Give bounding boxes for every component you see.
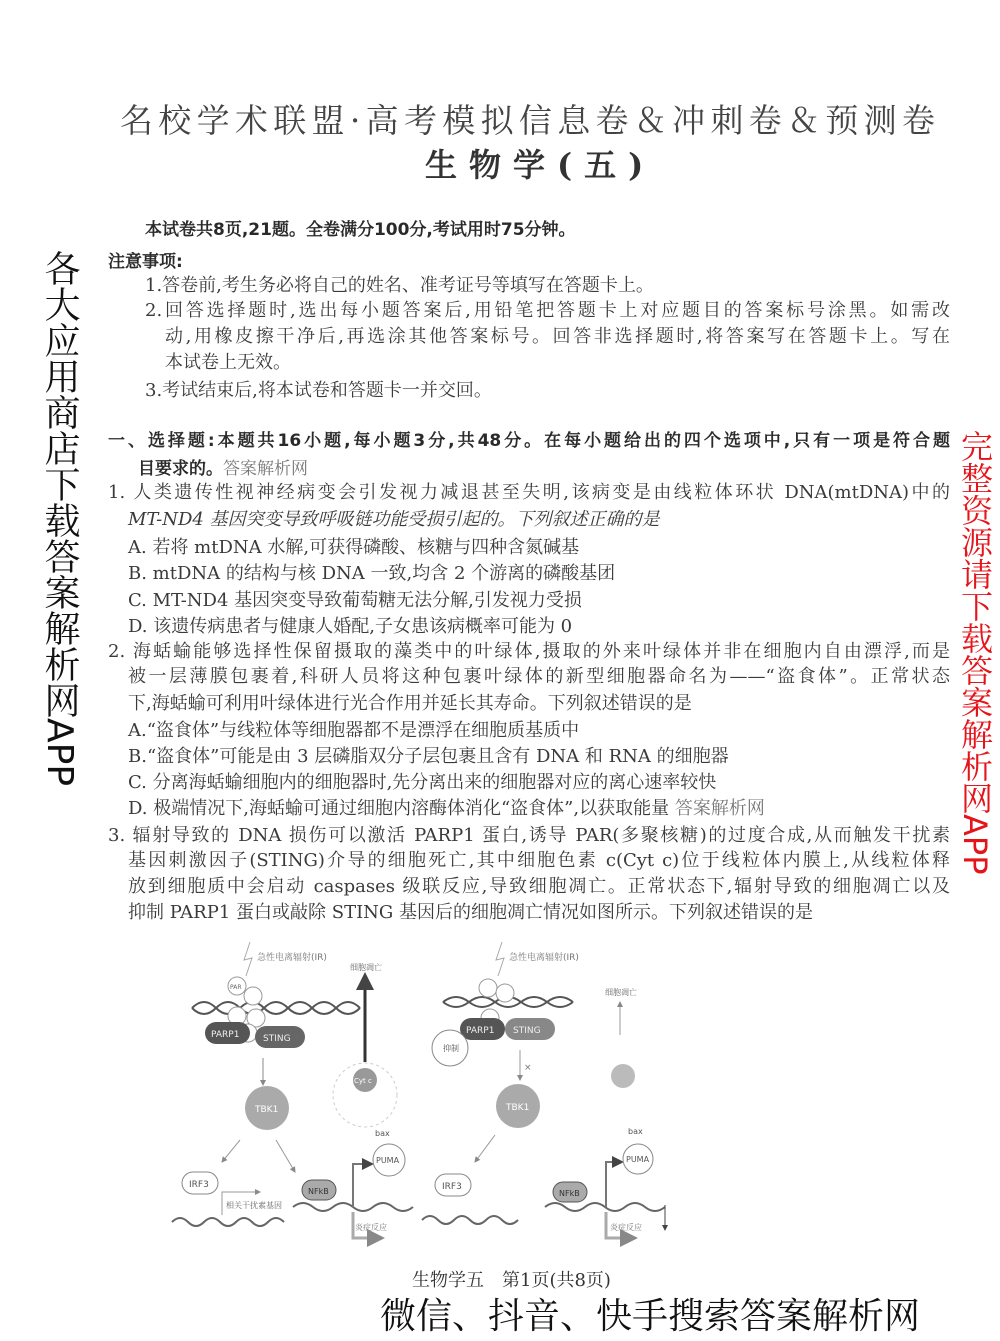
page-title: 名校学术联盟·高考模拟信息卷＆冲刺卷＆预测卷 — [120, 101, 935, 140]
lightning-icon — [244, 942, 252, 976]
section-heading-cont — [138, 457, 308, 481]
inflammation-label: 炎症反应 — [610, 1223, 642, 1232]
cytc-protein — [611, 1064, 635, 1088]
sting-label: STING — [263, 1034, 291, 1044]
note-item: 2.回答选择题时,选出每小题答案后,用铅笔把答题卡上对应题目的答案标号涂黑。如需改 — [145, 300, 950, 321]
inflammation-label: 炎症反应 — [355, 1223, 387, 1232]
question-2-option-a: A.“盗食体”与线粒体等细胞器都不是漂浮在细胞质基质中 — [128, 720, 580, 741]
question-2-option-b: B.“盗食体”可能是由 3 层磷脂双分子层包裹且含有 DNA 和 RNA 的细胞器 — [128, 746, 729, 767]
dna-helix — [172, 1218, 284, 1226]
bax-label: bax — [628, 1127, 643, 1136]
page-footer: 生物学五 第1页(共8页) — [412, 1270, 611, 1291]
question-2-stem: 2. 海蛞蝓能够选择性保留摄取的藻类中的叶绿体,摄取的外来叶绿体并非在细胞内自由漂浮,而是 — [108, 641, 950, 662]
gray-mark: 答案解析网 — [223, 459, 308, 479]
puma-label: PUMA — [626, 1155, 650, 1164]
question-3-stem: 抑制 PARP1 蛋白或敲除 STING 基因后的细胞凋亡情况如图所示。下列叙述错误的是 — [128, 902, 814, 923]
normal-panel — [172, 942, 413, 1238]
inhibited-panel — [422, 942, 665, 1238]
question-1-stem: 1. 人类遗传性视神经病变会引发视力减退甚至失明,该病变是由线粒体环状 DNA(mtDNA)中的 — [108, 482, 950, 503]
question-2-stem: 下,海蛞蝓可利用叶绿体进行光合作用并延长其寿命。下列叙述错误的是 — [128, 693, 692, 714]
apoptosis-label: 细胞凋亡 — [350, 963, 382, 972]
section-line2: 目要求的。 — [138, 459, 223, 479]
inhibit-label: 抑制 — [443, 1044, 459, 1053]
nfkb-label: NFkB — [308, 1187, 329, 1196]
question-2-option-d — [128, 797, 765, 821]
note-item: 1.答卷前,考生务必将自己的姓名、准考证号等填写在答题卡上。 — [145, 275, 654, 296]
question-1-stem: MT-ND4 基因突变导致呼吸链功能受损引起的。下列叙述正确的是 — [128, 509, 660, 530]
arrow — [222, 1140, 240, 1162]
option-text: D. 极端情况下,海蛞蝓可通过细胞内溶酶体消化“盗食体”,以获取能量 — [128, 798, 670, 819]
question-2-stem: 被一层薄膜包裹着,科研人员将这种包裹叶绿体的新型细胞器命名为——“盗食体”。正常状态 — [128, 666, 950, 687]
question-1-option-b: B. mtDNA 的结构与核 DNA 一致,均含 2 个游离的磷酸基团 — [128, 563, 616, 584]
watermark-app-store: 各大应用商店下载答案解析网APP — [39, 250, 80, 787]
apoptosis-pathway-diagram — [160, 930, 920, 1250]
question-3-stem: 放到细胞质中会启动 caspases 级联反应,导致细胞凋亡。正常状态下,辐射导致的细胞凋亡以及 — [128, 876, 950, 897]
x-mark: × — [524, 1063, 532, 1073]
puma-label: PUMA — [376, 1156, 400, 1165]
gray-mark: 答案解析网 — [674, 798, 765, 819]
cytc-label: Cyt c — [354, 1077, 372, 1085]
watermark-search: 微信、抖音、快手搜索答案解析网 — [380, 1296, 921, 1337]
tbk1-label: TBK1 — [255, 1105, 279, 1115]
apoptosis-label: 细胞凋亡 — [605, 988, 637, 997]
question-1-option-a: A. 若将 mtDNA 水解,可获得磷酸、核糖与四种含氮碱基 — [128, 537, 580, 558]
question-1-option-d: D. 该遗传病患者与健康人婚配,子女患该病概率可能为 0 — [128, 616, 573, 637]
ir-label: 急性电离辐射(IR) — [509, 953, 579, 963]
puma-arrow — [606, 1162, 622, 1207]
interferon-gene-label: 相关干扰素基因 — [226, 1201, 282, 1210]
arrow — [276, 1140, 295, 1172]
puma-arrow — [353, 1164, 372, 1207]
question-2-option-c: C. 分离海蛞蝓细胞内的细胞器时,先分离出来的细胞器对应的离心速率较快 — [128, 772, 717, 793]
notes-heading: 注意事项: — [108, 252, 183, 272]
parp1-label: PARP1 — [211, 1030, 240, 1040]
lightning-icon — [496, 942, 504, 976]
section-heading: 一、选择题:本题共16小题,每小题3分,共48分。在每小题给出的四个选项中,只有一项是符合题 — [108, 431, 950, 451]
watermark-red: 完整资源请下载答案解析网APP — [956, 430, 994, 875]
par-label: PAR — [230, 984, 242, 991]
page-subtitle: 生物学(五) — [425, 146, 656, 184]
sting-label: STING — [513, 1026, 541, 1036]
dna-helix — [422, 1216, 518, 1224]
note-item: 本试卷上无效。 — [165, 352, 291, 373]
exam-intro: 本试卷共8页,21题。全卷满分100分,考试用时75分钟。 — [145, 220, 576, 240]
note-item: 3.考试结束后,将本试卷和答题卡一并交回。 — [145, 380, 492, 401]
dna-helix — [192, 1002, 360, 1014]
question-3-stem: 3. 辐射导致的 DNA 损伤可以激活 PARP1 蛋白,诱导 PAR(多聚核糖)的过度合成,从而触发干扰素 — [108, 825, 950, 846]
question-3-stem: 基因刺激因子(STING)介导的细胞死亡,其中细胞色素 c(Cyt c)位于线粒体内膜上,从线粒体释 — [128, 850, 950, 871]
parp1-label: PARP1 — [466, 1026, 495, 1036]
nfkb-label: NFkB — [559, 1189, 580, 1198]
question-1-option-c: C. MT-ND4 基因突变导致葡萄糖无法分解,引发视力受损 — [128, 590, 582, 611]
ir-label: 急性电离辐射(IR) — [257, 953, 327, 963]
arrow — [475, 1135, 495, 1162]
irf3-label: IRF3 — [189, 1180, 209, 1190]
irf3-label: IRF3 — [442, 1182, 462, 1192]
bax-label: bax — [375, 1129, 390, 1138]
tbk1-label: TBK1 — [506, 1103, 530, 1113]
note-item: 动,用橡皮擦干净后,再选涂其他答案标号。回答非选择题时,将答案写在答题卡上。写在 — [165, 326, 950, 347]
